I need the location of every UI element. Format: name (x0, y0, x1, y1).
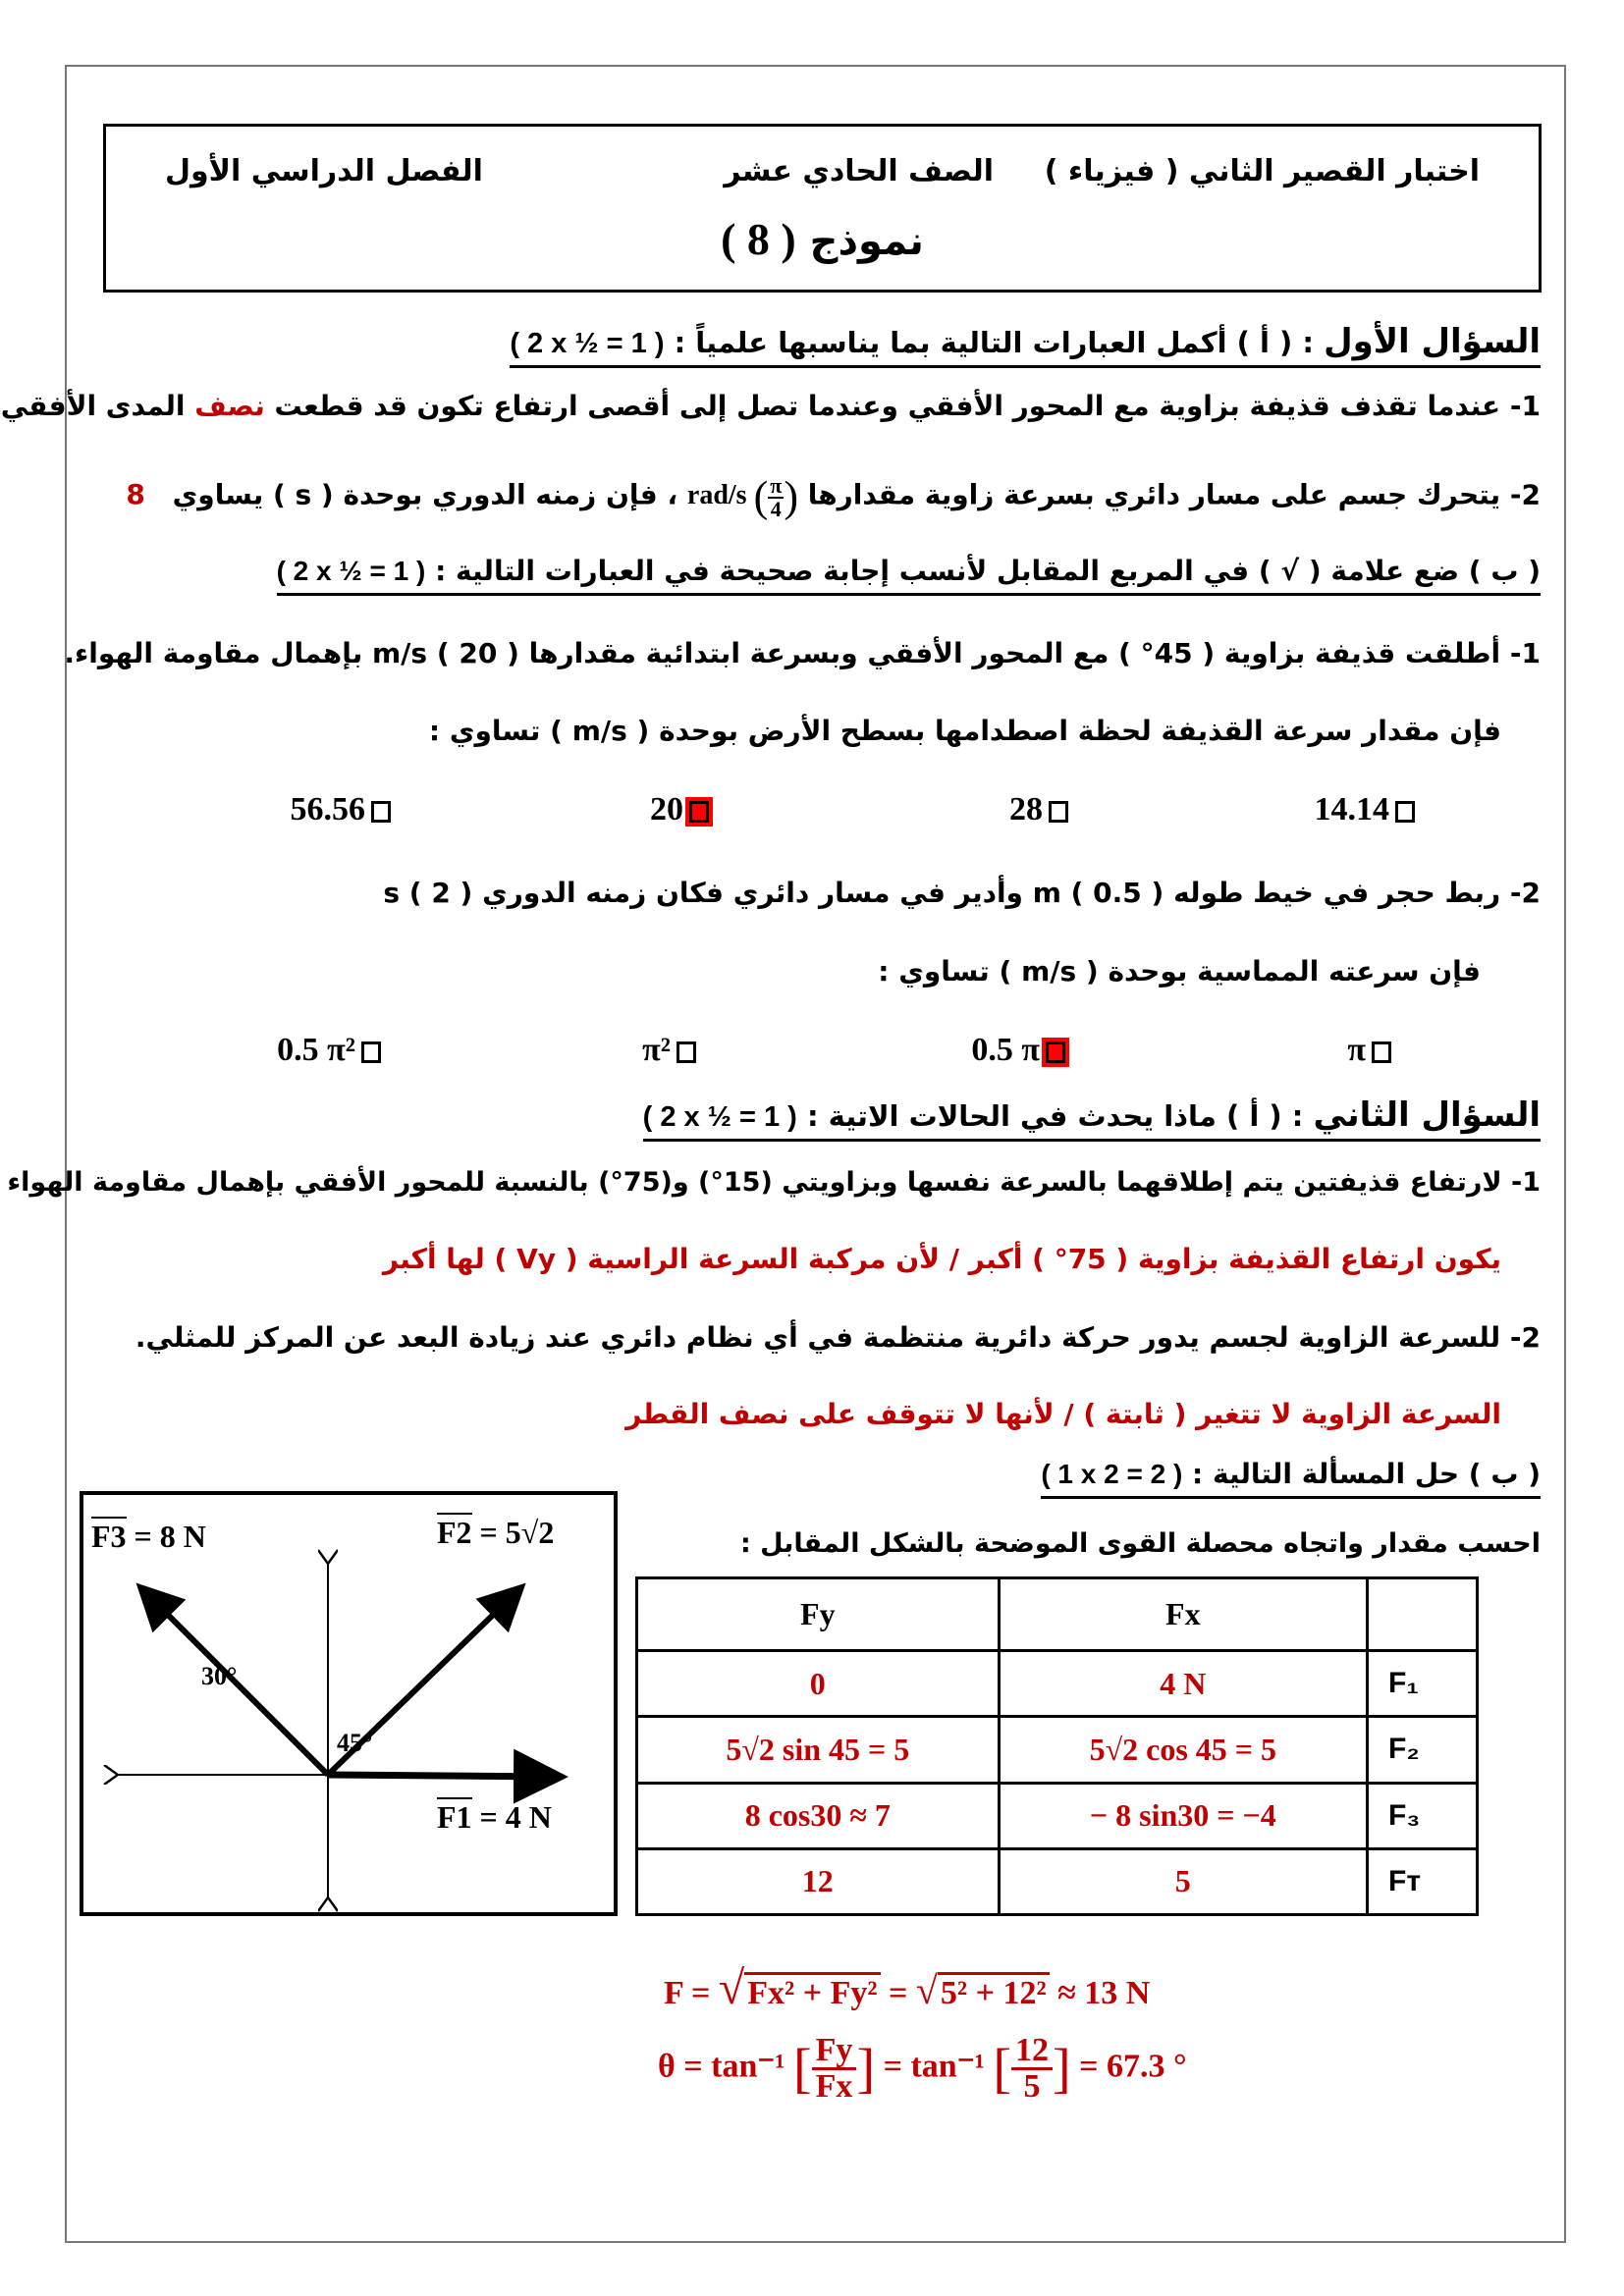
q2-a2-text: 2- للسرعة الزاوية لجسم يدور حركة دائرية منتظمة في أي نظام دائري عند زيادة البعد عن المركز للمثلي. (135, 1321, 1541, 1354)
model-label: نموذج (809, 219, 924, 264)
frac-num: 12 (1011, 2034, 1053, 2070)
table-row (637, 1651, 1478, 1717)
q2-part-b: ( ب ) حل المسألة التالية : (1192, 1458, 1541, 1490)
q1-a2-expr: rad/s ( $\frac{\pi}{4}$ ) (686, 473, 798, 521)
magnitude-formula: F = √Fx² + Fy² = √5² + 12² ≈ 13 N (664, 1962, 1151, 2014)
option-b2-3[interactable] (642, 1032, 696, 1069)
q1-a2 (126, 475, 1541, 520)
cell-label: F₂ (1368, 1717, 1478, 1783)
exam-header (103, 124, 1542, 293)
q1-a2-answer: 8 (126, 478, 145, 511)
f2-value: = 5√2 (479, 1515, 555, 1550)
q2-heading (643, 1095, 1541, 1142)
q1-heading (510, 322, 1541, 368)
option-label: 28 (1009, 791, 1043, 828)
angle-mid: = tan⁻¹ (883, 2048, 985, 2085)
components-table (635, 1576, 1479, 1916)
checkbox[interactable] (1372, 1041, 1391, 1063)
mag-equals: = (889, 1975, 908, 2011)
checkbox[interactable] (1049, 801, 1068, 823)
pi-over-4-fraction (768, 475, 784, 520)
option-label: 0.5 π (971, 1032, 1040, 1068)
table-row (637, 1717, 1478, 1783)
f2-symbol: F2 (437, 1515, 472, 1550)
q1-part-b-heading (277, 552, 1541, 596)
12-over-5 (1011, 2034, 1053, 2104)
q2-part-a: : ( أ ) ماذا يحدث في الحالات الاتية : (806, 1099, 1304, 1133)
q1-a2-tail: ، فإن زمنه الدوري بوحدة ( s ) يساوي (172, 478, 678, 511)
table-row (637, 1848, 1478, 1914)
f3-value: = 8 N (134, 1519, 206, 1554)
q2-a1-answer: يكون ارتفاع القذيفة بزاوية ( 75° ) أكبر / لأن مركبة السرعة الراسية ( Vy ) لها أكبر (382, 1243, 1501, 1275)
f1-vector (328, 1775, 555, 1777)
option-b2-4[interactable] (277, 1032, 381, 1069)
angle-formula: θ = tan⁻¹ [ $\frac{Fy}{Fx}$ ] = tan⁻¹ [ $\frac{12}{5}$ ] = 67.3 ° (658, 2032, 1187, 2105)
q2-instruction: احسب مقدار واتجاه محصلة القوى الموضحة بالشكل المقابل : (739, 1528, 1541, 1559)
checkbox[interactable] (677, 1041, 696, 1063)
option-label: π² (642, 1032, 671, 1068)
option-b2-1[interactable] (1347, 1032, 1391, 1069)
cell-fx: − 8 sin30 = −4 (999, 1783, 1367, 1848)
header-blank (1368, 1578, 1478, 1651)
frac-den: Fx (815, 2068, 853, 2105)
header-fx: Fx (999, 1578, 1367, 1651)
mag-radicand: Fx² + Fy² (744, 1972, 880, 2011)
f3-label (91, 1519, 206, 1555)
model-number: ( 8 ) (721, 214, 796, 264)
q2-a1-text: 1- لارتفاع قذيفتين يتم إطلاقهما بالسرعة نفسها وبزاويتي (15°) و(75°) بالنسبة للمحور الأفقي بإهمال مقاومة الهواء (7, 1167, 1541, 1198)
angle-lhs: θ = tan⁻¹ (658, 2048, 785, 2085)
f3-symbol: F3 (91, 1519, 127, 1554)
force-diagram (80, 1491, 618, 1916)
cell-fx: 4 N (999, 1651, 1367, 1717)
q2-a2-answer: السرعة الزاوية لا تتغير ( ثابتة ) / لأنها لا تتوقف على نصف القطر (625, 1398, 1501, 1430)
cell-label: F₃ (1368, 1783, 1478, 1848)
q1-a1-text: 1- عندما تقذف قذيفة بزاوية مع المحور الأفقي وعندما تصل إلى أقصى ارتفاع تكون قد قطعت (274, 390, 1541, 422)
cell-label: F₁ (1368, 1651, 1478, 1717)
q2-part-b-score: ( 1 x 2 = 2 ) (1041, 1459, 1183, 1489)
q2-part-a-score: ( 2 x ½ = 1 ) (642, 1101, 797, 1133)
f1-symbol: F1 (437, 1799, 472, 1835)
q1-b1-line2: فإن مقدار سرعة القذيفة لحظة اصطدامها بسطح الأرض بوحدة ( m/s ) تساوي : (428, 715, 1501, 747)
table-header-row (637, 1578, 1478, 1651)
checkbox-checked[interactable] (689, 801, 709, 823)
checkbox[interactable] (1395, 801, 1415, 823)
table-row (637, 1783, 1478, 1848)
checkbox-checked[interactable] (1046, 1041, 1065, 1063)
frac-den: 5 (1023, 2068, 1041, 2105)
cell-label: Fᴛ (1368, 1848, 1478, 1914)
frac-num: π (770, 473, 783, 498)
q1-a1-answer: نصف (194, 390, 265, 422)
frac-num: Fy (812, 2034, 857, 2070)
q1-part-b: ( ب ) ضع علامة ( √ ) في المربع المقابل لأنسب إجابة صحيحة في العبارات التالية : (435, 555, 1541, 587)
f1-label (437, 1799, 552, 1836)
q1-a1 (1, 387, 1541, 426)
model-title (106, 213, 1539, 265)
cell-fy: 0 (637, 1651, 1000, 1717)
q1-b2-line1: 2- ربط حجر في خيط طوله m ( 0.5 ) وأدير في مسار دائري فكان زمنه الدوري s ( 2 ) (383, 877, 1541, 909)
grade-label: الصف الحادي عشر (724, 154, 994, 188)
q1-part-a: : ( أ ) أكمل العبارات التالية بما يناسبها علمياً : (674, 326, 1314, 359)
q1-a1-tail: المدى الأفقي (0, 390, 186, 422)
angle-45-label: 45° (337, 1729, 373, 1757)
checkbox[interactable] (361, 1041, 381, 1063)
semester-label: الفصل الدراسي الأول (165, 154, 483, 188)
option-b2-2[interactable] (971, 1032, 1065, 1069)
frac-den: 4 (770, 497, 782, 521)
option-label: 56.56 (290, 791, 365, 828)
mag-radicand-values: 5² + 12² (938, 1972, 1050, 2011)
option-b1-2[interactable] (1009, 791, 1068, 828)
q1-a2-text: 2- يتحرك جسم على مسار دائري بسرعة زاوية مقدارها (807, 478, 1541, 511)
cell-fx: 5√2 cos 45 = 5 (999, 1717, 1367, 1783)
fy-over-fx (812, 2034, 857, 2104)
option-b1-4[interactable] (291, 791, 392, 828)
cell-fy: 5√2 sin 45 = 5 (637, 1717, 1000, 1783)
q1-part-a-score: ( 2 x ½ = 1 ) (510, 328, 665, 359)
cell-fx: 5 (999, 1848, 1367, 1914)
cell-fy: 12 (637, 1848, 1000, 1914)
exam-title: اختبار القصير الثاني ( فيزياء ) (1044, 154, 1480, 188)
option-b1-3[interactable] (650, 791, 709, 828)
q1-title: السؤال الأول (1324, 322, 1541, 361)
q2-part-b-heading (1041, 1455, 1541, 1499)
option-label: π (1347, 1032, 1366, 1068)
angle-30-label: 30° (201, 1662, 238, 1690)
option-label: 14.14 (1314, 791, 1389, 828)
f1-value: = 4 N (479, 1799, 552, 1835)
force-vectors (83, 1495, 614, 1912)
cell-fy: 8 cos30 ≈ 7 (637, 1783, 1000, 1848)
q2-title: السؤال الثاني (1313, 1095, 1541, 1135)
q1-part-b-score: ( 2 x ½ = 1 ) (276, 556, 426, 586)
option-label: 0.5 π² (277, 1032, 355, 1068)
mag-lhs: F = (664, 1975, 711, 2011)
option-label: 20 (650, 791, 683, 828)
q1-a2-unit: rad/s (686, 480, 747, 511)
angle-result: = 67.3 ° (1079, 2048, 1187, 2085)
mag-result: ≈ 13 N (1057, 1975, 1151, 2011)
option-b1-1[interactable] (1315, 791, 1416, 828)
q1-b1-line1: 1- أطلقت قذيفة بزاوية ( 45° ) مع المحور الأفقي وبسرعة ابتدائية مقدارها m/s ( 20 ) بإهمال مقاومة الهواء. (64, 637, 1541, 669)
f2-label (437, 1515, 554, 1551)
header-fy: Fy (637, 1578, 1000, 1651)
q1-b2-line2: فإن سرعته المماسية بوحدة ( m/s ) تساوي : (878, 955, 1481, 988)
checkbox[interactable] (371, 801, 391, 823)
